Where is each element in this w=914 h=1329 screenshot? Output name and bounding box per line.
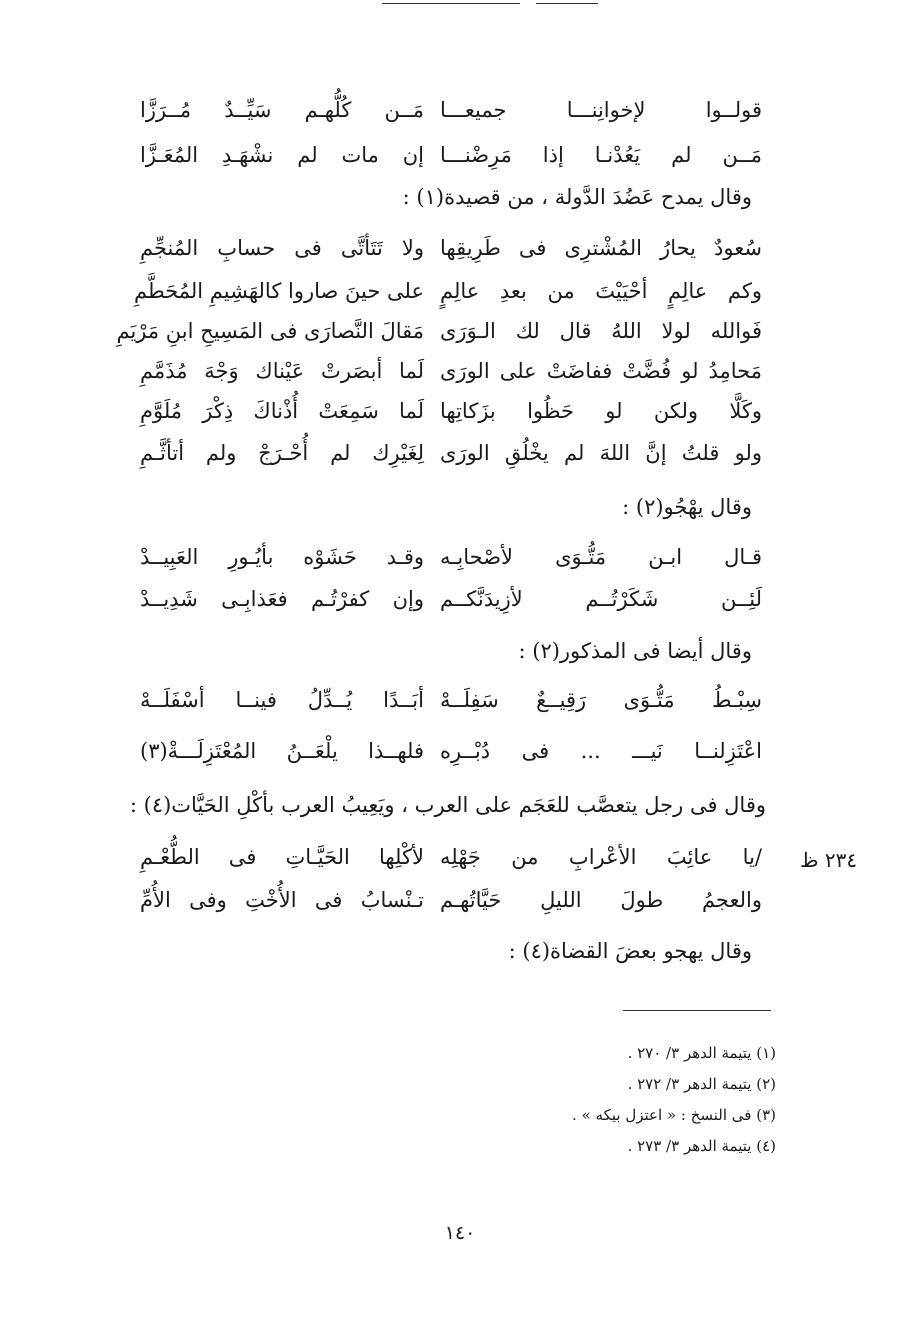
verse-left: أبَــدًا يُــدِّلُ فينــا أسْفَلَــهْ: [140, 688, 424, 712]
verse-right: وكَلَّا ولكن لو حَظُوا بزَكاتِها: [440, 399, 762, 423]
page-number: ١٤٠: [444, 1222, 476, 1244]
verse-left: ولا تَتَأتَّى فى حسابِ المُنجِّمِ: [140, 236, 424, 260]
verse-left: وإن كفرْتُـم فعَذابِـى شَدِيــدْ: [140, 587, 424, 611]
header-rule: [382, 3, 520, 4]
verse-right: قـال ابـن مَتُّـوَى لأصْحابِـه: [440, 545, 762, 569]
verse-left: لِغَيْرِك لم أُحْـرَجْ ولم أتأثَّـمِ: [140, 441, 424, 465]
footnote-separator: [623, 1010, 771, 1011]
verse-right: ولو قلتُ إنَّ اللهَ لم يخْلُقِ الورَى: [440, 441, 762, 465]
poem-intro: وقال يهْجُو(٢) :: [622, 495, 752, 519]
verse-right: مَحامِدُ لو فُضَّتْ ففاضَتْ على الورَى: [440, 359, 762, 383]
poem-intro: وقال أيضا فى المذكور(٢) :: [518, 639, 752, 663]
verse-left: على حينَ صاروا كالهَشِيمِ المُحَطَّمِ: [134, 279, 424, 303]
verse-right: اعْتَزِلنــا نَيـــ ... فى دُبْــرِه: [440, 739, 762, 763]
verse-right: مَــن لم يَعُدْنـا إذا مَرِضْنـــا: [440, 143, 762, 167]
verse-left: لأكْلِها الحَيَّـاتِ فى الطُّعْـمِ: [140, 845, 424, 869]
verse-right: /يا عائِبَ الأعْرابِ من جَهْلِه: [440, 845, 762, 869]
folio-margin-note: ٢٣٤ ظ: [800, 848, 858, 872]
verse-right: والعجمُ طولَ الليلِ حَيَّاتُهـم: [440, 888, 762, 912]
verse-right: لَئِــن شَكَرْتُــم لأزِيدَنَّكــم: [440, 587, 762, 611]
verse-left: لَما سَمِعَتْ أُذْناكَ ذِكْرَ مُلَوَّمِ: [140, 399, 424, 423]
verse-right: سِبْـطُ مَتُّـوَى رَقِيــعٌ سَفِلَــهْ: [440, 688, 762, 712]
poem-intro: وقال يمدح عَضُدَ الدَّولة ، من قصيدة(١) :: [402, 185, 752, 209]
footnote: (٤) يتيمة الدهر ٣/ ٢٧٣ .: [627, 1137, 776, 1155]
verse-left: تـنْسابُ فى الأُخْتِ وفى الأُمِّ: [140, 888, 424, 912]
verse-left: مَــن كُلُّهـم سَيِّــدٌ مُــرَزَّا: [140, 98, 424, 122]
footnote: (٢) يتيمة الدهر ٣/ ٢٧٢ .: [627, 1075, 776, 1093]
footnote: (٣) فى النسخ : « اعتزل بيكه » .: [572, 1106, 776, 1124]
footnote: (١) يتيمة الدهر ٣/ ٢٧٠ .: [627, 1044, 776, 1062]
poem-intro: وقال فى رجل يتعصَّب للعَجَم على العرب ، ويَعِيبُ العرب بأكْلِ الحَيَّات(٤) :: [129, 793, 766, 817]
verse-left: مَقالَ النَّصارَى فى المَسِيحِ ابنِ مَرْيَمِ: [116, 319, 424, 343]
verse-right: سُعودٌ يحارُ المُشْترِى فى طَرِيقِها: [440, 236, 762, 260]
verse-left: لَما أبصَرتْ عَيْناك وَجْهَ مُذَمَّمِ: [140, 359, 424, 383]
verse-left: وقـد حَشَوْه بأيُـورِ العَبِيــدْ: [140, 545, 424, 569]
verse-right: فَوالله لولا اللهُ قال لك الـوَرَى: [440, 319, 762, 343]
header-rule: [536, 3, 598, 4]
poem-intro: وقال يهجو بعضَ القضاة(٤) :: [508, 939, 752, 963]
verse-left: فلهــذا يلْعَــنُ المُعْتَزِلَـــةْ(٣): [140, 739, 424, 763]
verse-left: إن مات لم نشْهَـدِ المُعَـزَّا: [140, 143, 424, 167]
verse-right: وكم عالِمٍ أحْيَيْتَ من بعدِ عالِمٍ: [440, 279, 762, 303]
verse-right: قولــوا لإخوانِنـــا جميعـــا: [440, 98, 762, 122]
